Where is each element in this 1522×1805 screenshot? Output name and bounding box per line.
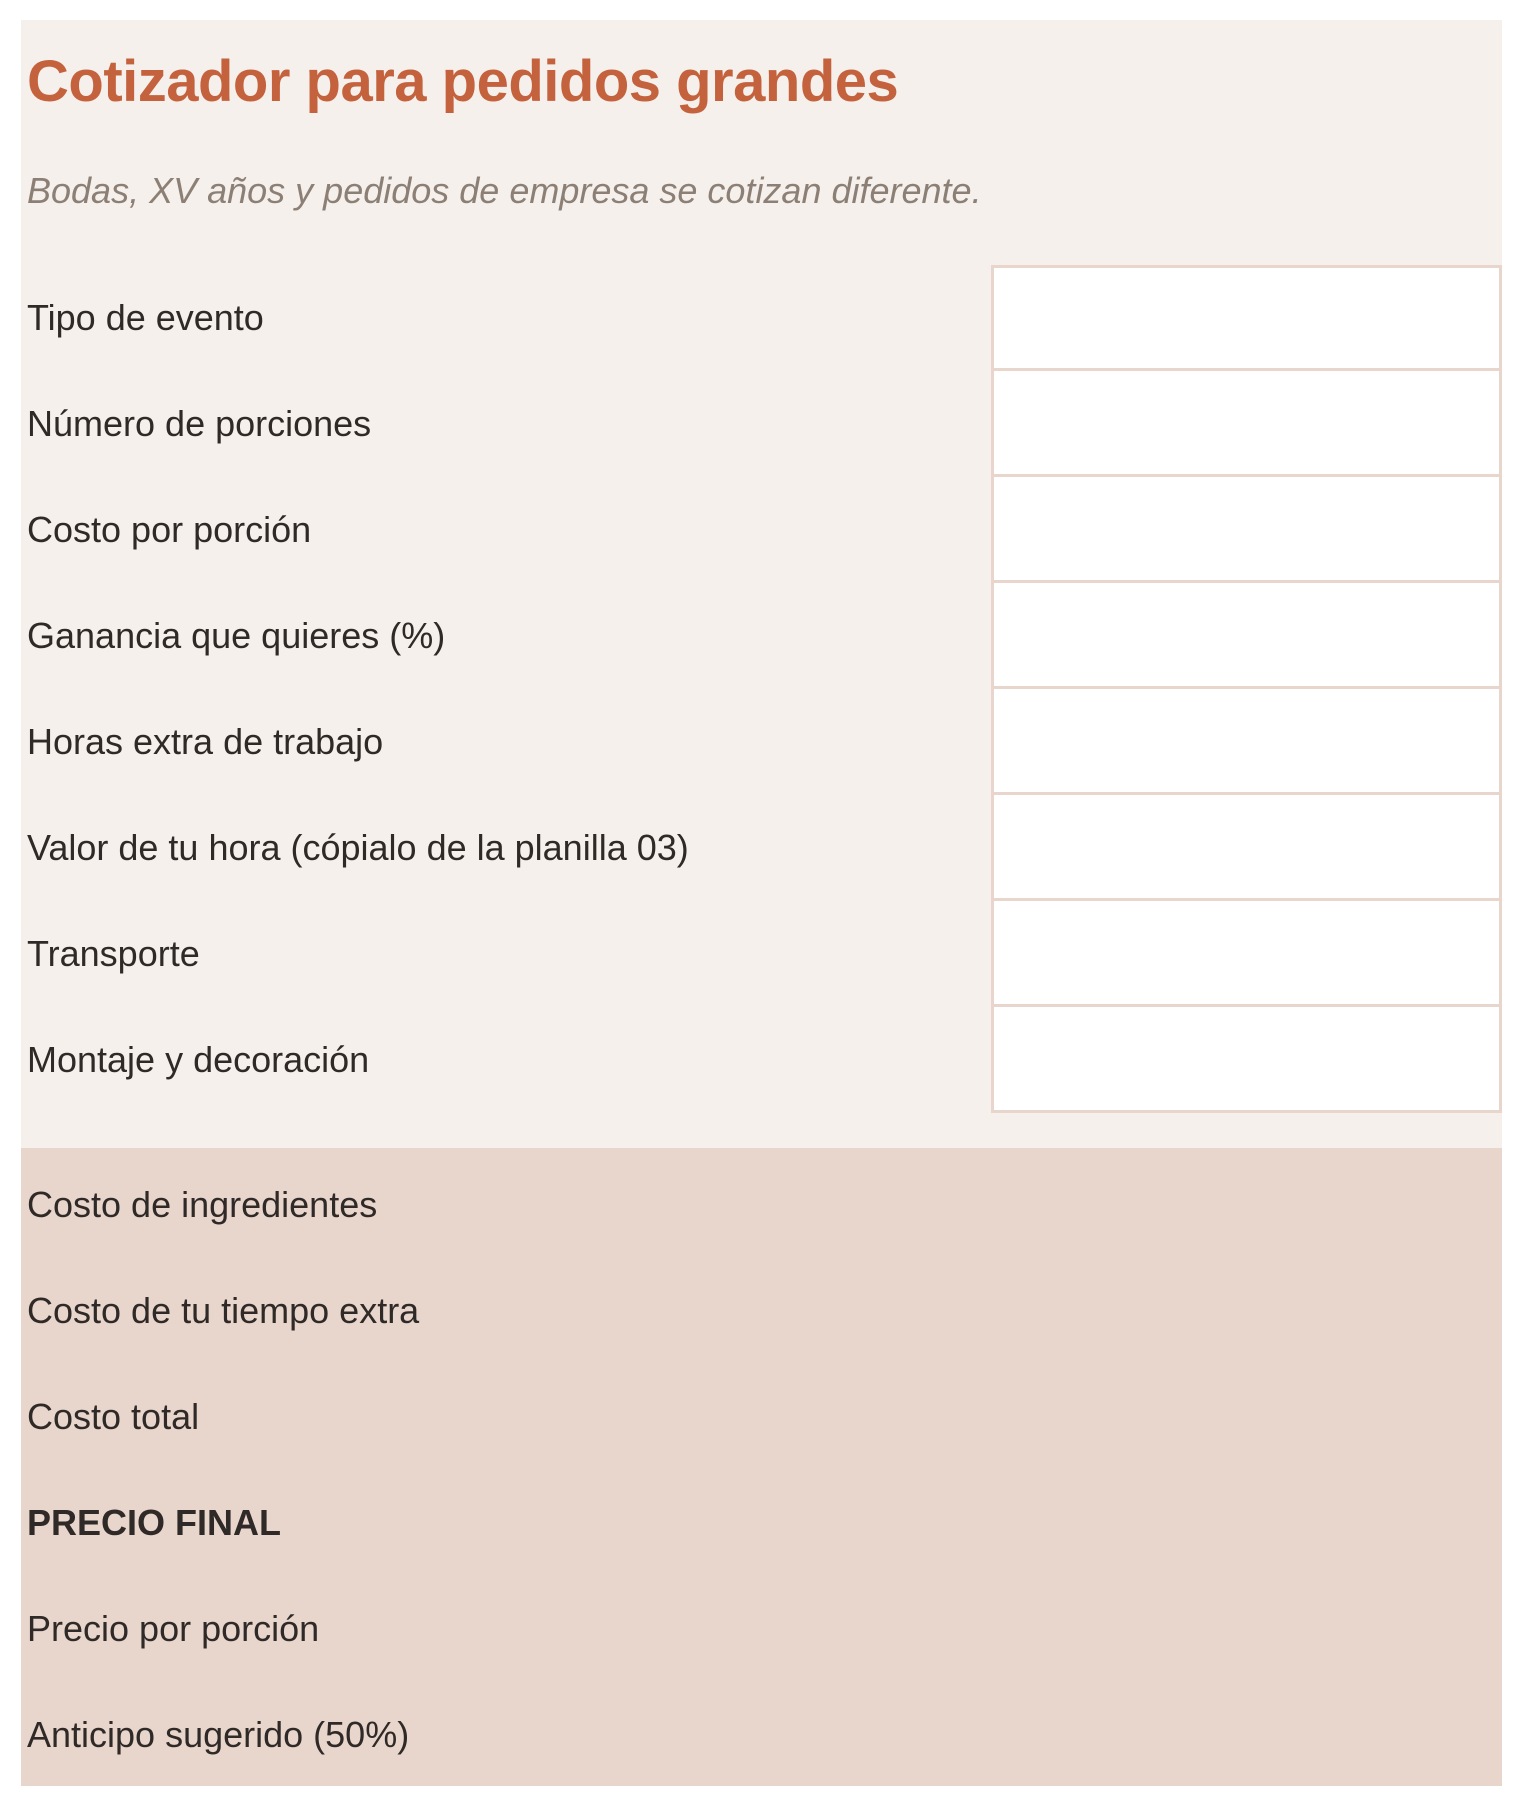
page-title: Cotizador para pedidos grandes <box>27 49 899 114</box>
result-label-final-price: PRECIO FINAL <box>27 1502 282 1543</box>
result-row-total-cost <box>21 1364 1502 1470</box>
field-row-transport <box>21 901 1502 1007</box>
field-label-extra-hours: Horas extra de trabajo <box>27 721 384 762</box>
result-label-price-per-portion: Precio por porción <box>27 1608 320 1649</box>
result-row-deposit <box>21 1682 1502 1788</box>
field-row-setup <box>21 1007 1502 1113</box>
result-label-total-cost: Costo total <box>27 1396 200 1437</box>
result-label-ingredients: Costo de ingredientes <box>27 1184 378 1225</box>
result-row-final-price <box>21 1470 1502 1576</box>
field-row-cost-per-portion <box>21 477 1502 583</box>
extra-hours-input[interactable] <box>991 689 1502 795</box>
field-label-hour-value: Valor de tu hora (cópialo de la planilla 03) <box>27 827 689 868</box>
result-row-ingredients <box>21 1152 1502 1258</box>
hour-value-input[interactable] <box>991 795 1502 901</box>
result-row-price-per-portion <box>21 1576 1502 1682</box>
field-label-event-type: Tipo de evento <box>27 297 264 338</box>
field-row-event-type <box>21 265 1502 371</box>
field-row-extra-hours <box>21 689 1502 795</box>
portions-input[interactable] <box>991 371 1502 477</box>
result-label-deposit: Anticipo sugerido (50%) <box>27 1714 410 1755</box>
field-label-cost-per-portion: Costo por porción <box>27 509 312 550</box>
setup-decoration-input[interactable] <box>991 1007 1502 1113</box>
field-label-profit: Ganancia que quieres (%) <box>27 615 446 656</box>
result-label-extra-time: Costo de tu tiempo extra <box>27 1290 420 1331</box>
event-type-input[interactable] <box>991 265 1502 371</box>
field-label-transport: Transporte <box>27 933 200 974</box>
quote-sheet <box>21 20 1502 1786</box>
profit-percent-input[interactable] <box>991 583 1502 689</box>
field-row-profit <box>21 583 1502 689</box>
input-panel <box>21 20 1502 1148</box>
results-list <box>21 1152 1502 1788</box>
field-row-hour-value <box>21 795 1502 901</box>
field-row-portions <box>21 371 1502 477</box>
page-subtitle: Bodas, XV años y pedidos de empresa se cotizan diferente. <box>27 170 982 211</box>
quote-form <box>21 265 1502 1113</box>
result-row-extra-time <box>21 1258 1502 1364</box>
transport-input[interactable] <box>991 901 1502 1007</box>
field-label-portions: Número de porciones <box>27 403 372 444</box>
cost-per-portion-input[interactable] <box>991 477 1502 583</box>
results-panel <box>21 1148 1502 1786</box>
field-label-setup: Montaje y decoración <box>27 1039 370 1080</box>
